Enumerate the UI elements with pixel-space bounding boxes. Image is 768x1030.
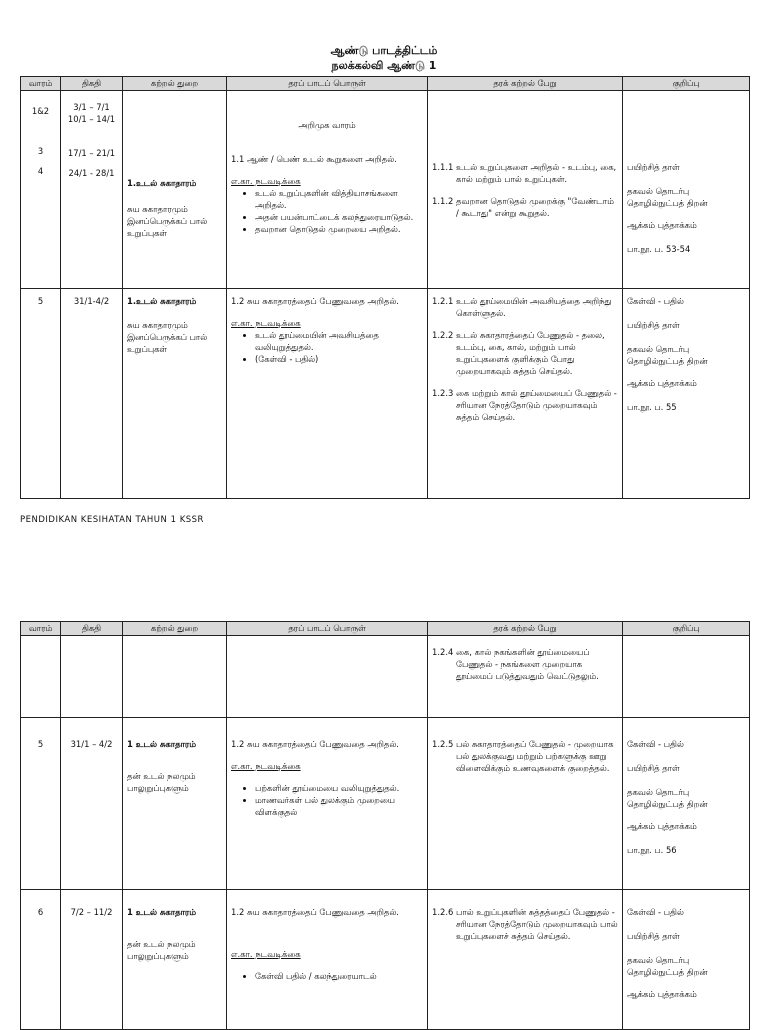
activity-list: [231, 329, 423, 365]
plan-table-1: [20, 76, 750, 499]
learning-standard-text: உடல் தூய்மையின் அவசியத்தை அறிந்து கொள்ளுதல்.: [456, 296, 612, 318]
header-date: திகதி: [61, 77, 123, 91]
learning-standard-item: [432, 738, 618, 774]
list-item: • உடல் உறுப்புகளின் வித்தியாசங்களை அறிதல்.: [255, 187, 423, 211]
learning-standard-number: 1.2.5: [432, 739, 454, 749]
learning-standard-number: 1.2.2: [432, 330, 454, 340]
learning-standard-number: 1.2.4: [432, 647, 454, 657]
header-content-standard: தரப் பாடப் பொருள்: [227, 622, 428, 636]
learning-standard-number: 1.1.2: [432, 196, 454, 206]
header-learning-standard: தரக் கற்றல் பேறு: [428, 77, 623, 91]
note-item: தகவல் தொடர்பு தொழில்நுட்பத் திறன்: [627, 955, 708, 977]
learning-standard-number: 1.2.1: [432, 296, 454, 306]
note-item: பயிற்சித் தாள்: [627, 931, 680, 941]
learning-area-title: 1 உடல் சுகாதாரம்: [127, 739, 196, 749]
note-item: பயிற்சித் தாள்: [627, 162, 680, 172]
learning-area-subtitle: சுய சுகாதாரமும் இனப்பெருக்கப் பால் உறுப்புகள்: [127, 204, 208, 238]
list-item: • (கேள்வி - பதில்): [255, 353, 423, 365]
example-activity-label: எ.கா. நடவடிக்கை: [231, 949, 301, 959]
note-item: தகவல் தொடர்பு தொழில்நுட்பத் திறன்: [627, 186, 708, 208]
note-item: பயிற்சித் தாள்: [627, 763, 680, 773]
plan-table-2: [20, 621, 750, 1030]
header-week: வாரம்: [21, 77, 61, 91]
list-item: • தவறான தொடுதல் முறையை அறிதல்.: [255, 223, 423, 235]
note-item: ஆக்கம் புத்தாக்கம்: [627, 220, 697, 230]
week-cell: 4: [37, 166, 44, 176]
note-item: ஆக்கம் புத்தாக்கம்: [627, 378, 697, 388]
week-cell: 3: [37, 146, 44, 156]
page-footer: PENDIDIKAN KESIHATAN TAHUN 1 KSSR: [20, 515, 204, 525]
learning-area-title: 1 உடல் சுகாதாரம்: [127, 907, 196, 917]
note-item: தகவல் தொடர்பு தொழில்நுட்பத் திறன்: [627, 787, 708, 809]
plan-title: ஆண்டு பாடத்திட்டம்: [330, 44, 438, 57]
learning-standard-item: [432, 295, 618, 319]
note-item: ஆக்கம் புத்தாக்கம்: [627, 989, 697, 999]
note-item: தகவல் தொடர்பு தொழில்நுட்பத் திறன்: [627, 344, 708, 366]
week-cell: 6: [21, 890, 61, 1030]
intro-week-label: அறிமுக வாரம்: [298, 120, 356, 130]
example-activity-label: எ.கா. நடவடிக்கை: [231, 761, 301, 771]
table-header-row: [21, 77, 750, 91]
learning-standard-text: கை, கால் நகங்களின் தூய்மையைப் பேணுதல் - நகங்களை முறையாக தூய்மைப் படுத்துவதும் வெட்டுதலும்.: [456, 647, 599, 681]
learning-standard-text: பல் சுகாதாரத்தைப் பேணுதல் - முறையாக பல் துலக்குவது மற்றும் பற்களுக்கு ஊறு விளைவிக்கும் உணவுகளைக் குறைத்தல்.: [456, 739, 614, 773]
learning-area-title: 1.உடல் சுகாதாரம்: [127, 178, 197, 188]
date-cell: 31/1 – 4/2: [61, 718, 123, 890]
learning-standard-text: கை மற்றும் கால் தூய்மையைப் பேணுதல் - சரியான நேரத்தோடும் முறையாகவும் சுத்தம் செய்தல்.: [456, 388, 617, 422]
date-cell: 31/1-4/2: [61, 289, 123, 499]
header-notes: குறிப்பு: [623, 77, 750, 91]
plan-subtitle: நலக்கல்வி ஆண்டு 1: [331, 59, 437, 72]
learning-standard-item: [432, 387, 618, 423]
week-cell: 1&2: [31, 106, 50, 116]
date-cell: 17/1 – 21/1: [67, 148, 116, 158]
header-content-standard: தரப் பாடப் பொருள்: [227, 77, 428, 91]
list-item: • உடல் தூய்மையின் அவசியத்தை வலியுறுத்துதல்.: [255, 329, 423, 353]
note-item: பா.நூ. ப. 55: [627, 402, 677, 412]
note-item: பா.நூ. ப. 56: [627, 845, 677, 855]
header-learning-area: கற்றல் துறை: [123, 622, 227, 636]
list-item: • பற்களின் தூய்மையை வலியுறுத்துதல்.: [255, 782, 423, 794]
learning-standard-number: 1.1.1: [432, 162, 454, 172]
week-cell: 5: [21, 289, 61, 499]
note-item: பயிற்சித் தாள்: [627, 320, 680, 330]
note-item: கேள்வி - பதில்: [627, 739, 684, 749]
learning-standard-text: தவறான தொடுதல் முறைக்கு "வேண்டாம் / கூடாது" என்று கூறுதல்.: [456, 196, 614, 218]
learning-standard-item: [432, 646, 618, 682]
note-item: பா.நூ. ப. 53-54: [627, 244, 691, 254]
list-item: • மாணவர்கள் பல் துலக்கும் முறையை விளக்குதல்: [255, 794, 423, 818]
learning-area-subtitle: தன் உடல் நலமும் பாலுறுப்புகளும்: [127, 771, 196, 793]
learning-area-subtitle: தன் உடல் நலமும் பாலுறுப்புகளும்: [127, 939, 196, 961]
date-cell: 3/1 – 7/1: [73, 102, 110, 112]
date-cell: 24/1 - 28/1: [68, 168, 115, 178]
list-item: • அதன் பயன்பாட்டைக் கலந்துரையாடுதல்.: [255, 211, 423, 223]
note-item: கேள்வி - பதில்: [627, 907, 684, 917]
header-week: வாரம்: [21, 622, 61, 636]
content-standard: 1.2 சுய சுகாதாரத்தைப் பேணுவதை அறிதல்.: [231, 907, 399, 917]
learning-area-subtitle: சுய சுகாதாரமும் இனப்பெருக்கப் பால் உறுப்புகள்: [127, 320, 208, 354]
learning-area-title: 1.உடல் சுகாதாரம்: [127, 296, 197, 306]
content-standard: 1.1 ஆண் / பெண் உடல் கூறுகளை அறிதல்.: [231, 154, 397, 164]
header-learning-area: கற்றல் துறை: [123, 77, 227, 91]
learning-standard-text: பால் உறுப்புகளின் சுத்தத்தைப் பேணுதல் - சரியான நேரத்தோடும் முறையாகவும் பால் உறுப்புகளைச் சுத்தம் செய்தல்.: [456, 907, 618, 941]
example-activity-label: எ.கா. நடவடிக்கை: [231, 176, 301, 186]
header-date: திகதி: [61, 622, 123, 636]
activity-list: [231, 970, 423, 982]
date-cell: 10/1 – 14/1: [67, 114, 116, 124]
table-row: [21, 890, 750, 1030]
note-item: கேள்வி - பதில்: [627, 296, 684, 306]
week-cell: 5: [21, 718, 61, 890]
learning-standard-item: [432, 906, 618, 942]
table-row: [21, 718, 750, 890]
content-standard: 1.2 சுய சுகாதாரத்தைப் பேணுவதை அறிதல்.: [231, 296, 399, 306]
learning-standard-number: 1.2.3: [432, 388, 454, 398]
table-row: [21, 91, 750, 289]
note-item: ஆக்கம் புத்தாக்கம்: [627, 821, 697, 831]
learning-standard-item: [432, 195, 618, 219]
table-row: [21, 289, 750, 499]
learning-standard-text: உடல் உறுப்புகளை அறிதல் - உடம்பு, கை, கால் மற்றும் பால் உறுப்புகள்.: [456, 162, 617, 184]
header-learning-standard: தரக் கற்றல் பேறு: [428, 622, 623, 636]
activity-list: [231, 187, 423, 235]
date-cell: 7/2 – 11/2: [61, 890, 123, 1030]
list-item: • கேள்வி பதில் / கலந்துரையாடல்: [255, 970, 423, 982]
header-notes: குறிப்பு: [623, 622, 750, 636]
activity-list: [231, 782, 423, 818]
content-standard: 1.2 சுய சுகாதாரத்தைப் பேணுவதை அறிதல்.: [231, 739, 399, 749]
table-header-row: [21, 622, 750, 636]
learning-standard-text: உடல் சுகாதாரத்தைப் பேணுதல் - தலை, உடம்பு, கை, கால், மற்றும் பால் உறுப்புகளைக் குளிக்கும் போது முறையாகவும் சுத்தம் செய்தல்.: [456, 330, 605, 376]
learning-standard-item: [432, 329, 618, 377]
table-row: [21, 636, 750, 718]
learning-standard-number: 1.2.6: [432, 907, 454, 917]
learning-standard-item: [432, 161, 618, 185]
example-activity-label: எ.கா. நடவடிக்கை: [231, 318, 301, 328]
